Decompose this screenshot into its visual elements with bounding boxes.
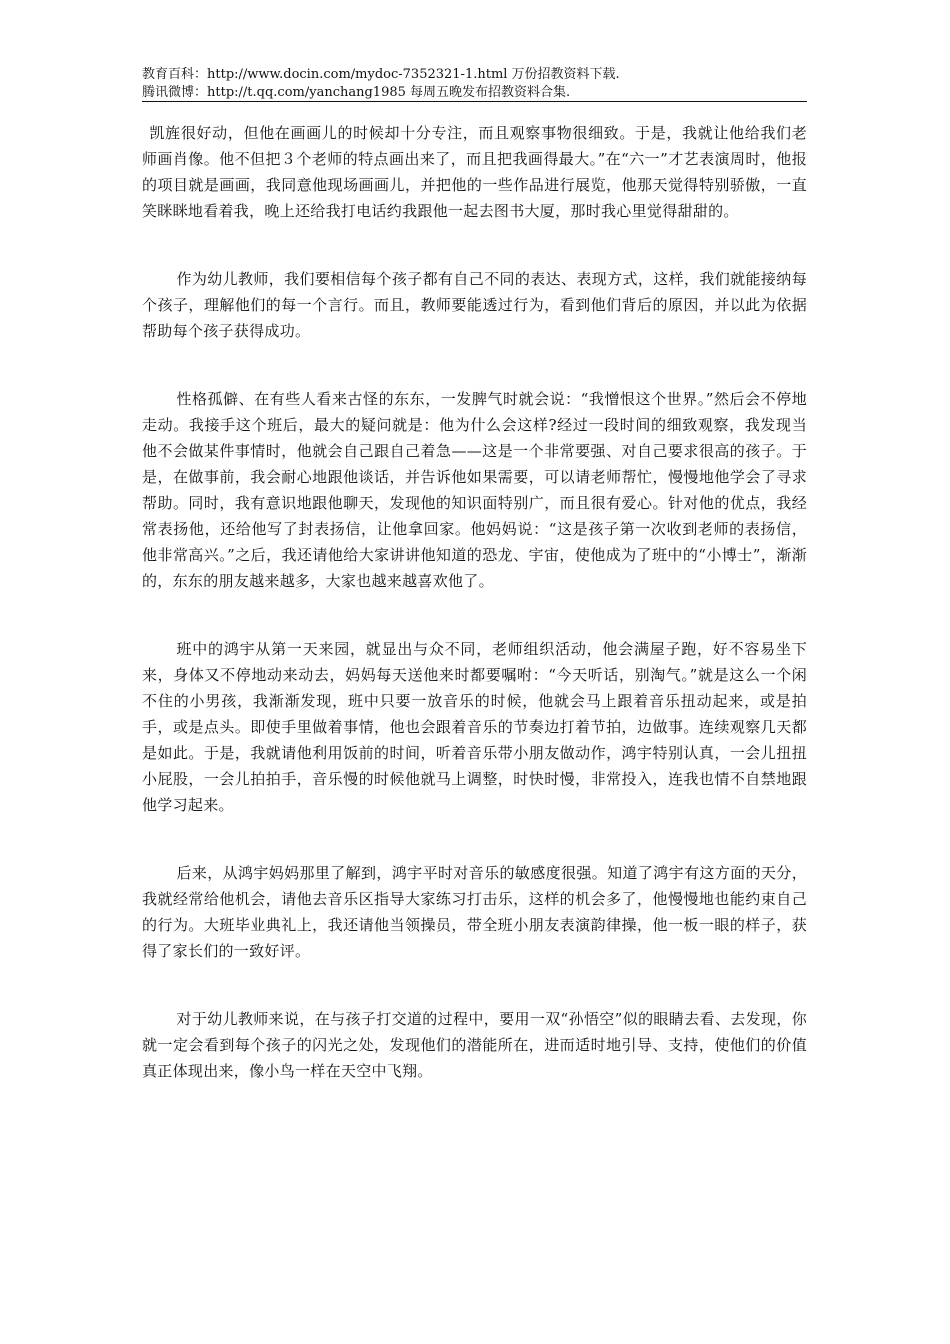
header-line-weibo: 腾讯微博：http://t.qq.com/yanchang1985 每周五晚发布招教资料合集.	[142, 85, 571, 100]
header-divider	[142, 101, 807, 102]
article-body	[142, 120, 807, 1126]
header-line-docin: 教育百科：http://www.docin.com/mydoc-7352321-1.html 万份招教资料下载.	[142, 67, 620, 82]
paragraph: 对于幼儿教师来说，在与孩子打交道的过程中，要用一双“孙悟空”似的眼睛去看、去发现，你就一定会看到每个孩子的闪光之处，发现他们的潜能所在，进而适时地引导、支持，使他们的价值真正体现出来，像小鸟一样在天空中飞翔。	[142, 1010, 807, 1080]
paragraph: 凯旌很好动，但他在画画儿的时候却十分专注，而且观察事物很细致。于是，我就让他给我们老师画肖像。他不但把３个老师的特点画出来了，而且把我画得最大。”在“六一”才艺表演周时，他报的项目就是画画，我同意他现场画画儿，并把他的一些作品进行展览，他那天觉得特别骄傲，一直笑眯眯地看着我，晚上还给我打电话约我跟他一起去图书大厦，那时我心里觉得甜甜的。	[142, 124, 807, 220]
paragraph: 班中的鸿宇从第一天来园，就显出与众不同，老师组织活动，他会满屋子跑，好不容易坐下来，身体又不停地动来动去，妈妈每天送他来时都要嘱咐：“今天听话，别淘气。”就是这么一个闲不住的小男孩，我渐渐发现，班中只要一放音乐的时候，他就会马上跟着音乐扭动起来，或是拍手，或是点头。即使手里做着事情，他也会跟着音乐的节奏边打着节拍，边做事。连续观察几天都是如此。于是，我就请他利用饭前的时间，听着音乐带小朋友做动作，鸿宇特别认真，一会儿扭扭小屁股，一会儿拍拍手，音乐慢的时候他就马上调整，时快时慢，非常投入，连我也情不自禁地跟他学习起来。	[142, 640, 807, 814]
paragraph: 作为幼儿教师，我们要相信每个孩子都有自己不同的表达、表现方式，这样，我们就能接纳每个孩子，理解他们的每一个言行。而且，教师要能透过行为，看到他们背后的原因，并以此为依据帮助每个孩子获得成功。	[142, 270, 807, 340]
page-header	[142, 66, 807, 102]
paragraph: 性格孤僻、在有些人看来古怪的东东，一发脾气时就会说：“我憎恨这个世界。”然后会不停地走动。我接手这个班后，最大的疑问就是：他为什么会这样?经过一段时间的细致观察，我发现当他不会做某件事情时，他就会自己跟自己着急——这是一个非常要强、对自己要求很高的孩子。于是，在做事前，我会耐心地跟他谈话，并告诉他如果需要，可以请老师帮忙，慢慢地他学会了寻求帮助。同时，我有意识地跟他聊天，发现他的知识面特别广，而且很有爱心。针对他的优点，我经常表扬他，还给他写了封表扬信，让他拿回家。他妈妈说：“这是孩子第一次收到老师的表扬信，他非常高兴。”之后，我还请他给大家讲讲他知道的恐龙、宇宙，使他成为了班中的“小博士”，渐渐的，东东的朋友越来越多，大家也越来越喜欢他了。	[142, 390, 807, 590]
paragraph: 后来，从鸿宇妈妈那里了解到，鸿宇平时对音乐的敏感度很强。知道了鸿宇有这方面的天分，我就经常给他机会，请他去音乐区指导大家练习打击乐，这样的机会多了，他慢慢地也能约束自己的行为。大班毕业典礼上，我还请他当领操员，带全班小朋友表演韵律操，他一板一眼的样子，获得了家长们的一致好评。	[142, 864, 807, 960]
